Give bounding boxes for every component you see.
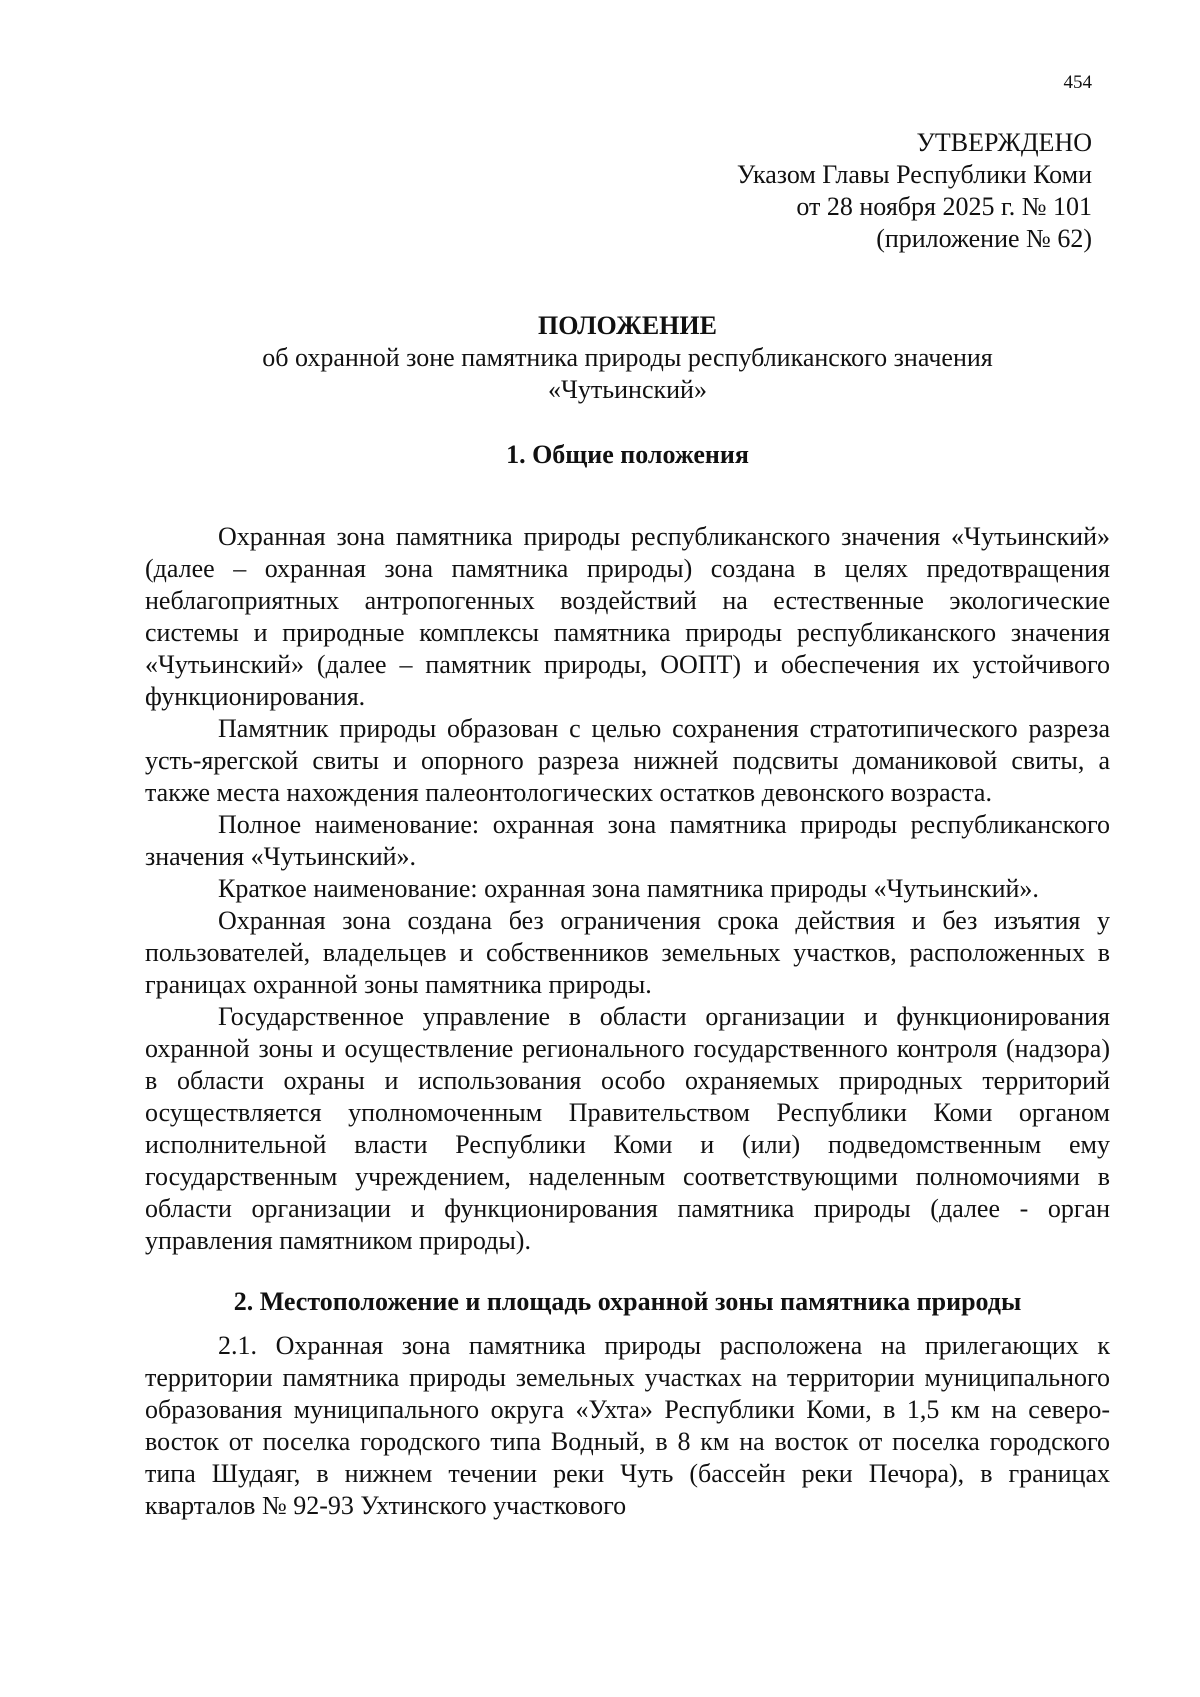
section-2-paragraph-1: 2.1. Охранная зона памятника природы расположена на прилегающих к территории памятника природы земельных участках на территории муниципального образования муниципального округа «Ухта» Республики Коми, в 1,5 км на северо-восток от поселка городского типа Водный, в 8 км на восток от поселка городского типа Шудаяг, в нижнем течении реки Чуть (бассейн реки Печора), в границах кварталов № 92-93 Ухтинского участкового xyxy=(145,1331,1110,1520)
section-1-paragraph-1: Охранная зона памятника природы республиканского значения «Чутьинский» (далее – охранная зона памятника природы) создана в целях предотвращения неблагоприятных антропогенных воздействий на естественные экологические системы и природные комплексы памятника природы республиканского значения «Чутьинский» (далее – памятник природы, ООПТ) и обеспечения их устойчивого функционирования. xyxy=(145,522,1110,711)
document-subtitle-line-2: «Чутьинский» xyxy=(548,375,707,404)
document-title: ПОЛОЖЕНИЕ xyxy=(538,311,717,340)
approval-authority: Указом Главы Республики Коми xyxy=(736,160,1092,189)
approval-stamp-block xyxy=(737,127,1092,255)
section-1-paragraph-3: Полное наименование: охранная зона памятника природы республиканского значения «Чутьинский». xyxy=(145,810,1110,871)
page-number: 454 xyxy=(1063,72,1092,93)
section-1-paragraph-5: Охранная зона создана без ограничения срока действия и без изъятия у пользователей, владельцев и собственников земельных участков, расположенных в границах охранной зоны памятника природы. xyxy=(145,906,1110,999)
section-2-heading: 2. Местоположение и площадь охранной зоны памятника природы xyxy=(233,1287,1022,1316)
section-1-paragraph-6: Государственное управление в области организации и функционирования охранной зоны и осуществление регионального государственного контроля (надзора) в области охраны и использования особо охраняемых природных территорий осуществляется уполномоченным Правительством Республики Коми органом исполнительной власти Республики Коми и (или) подведомственным ему государственным учреждением, наделенным соответствующими полномочиями в области организации и функционирования памятника природы (далее - орган управления памятником природы). xyxy=(145,1002,1110,1255)
document-subtitle-line-1: об охранной зоне памятника природы республиканского значения xyxy=(262,343,993,372)
approval-appendix: (приложение № 62) xyxy=(876,224,1092,253)
section-1-heading: 1. Общие положения xyxy=(506,440,749,469)
section-1-paragraph-2: Памятник природы образован с целью сохранения стратотипического разреза усть-ярегской свиты и опорного разреза нижней подсвиты доманиковой свиты, а также места нахождения палеонтологических остатков девонского возраста. xyxy=(145,714,1110,807)
document-body xyxy=(145,310,1110,1522)
approval-status: УТВЕРЖДЕНО xyxy=(916,128,1092,157)
approval-date-number: от 28 ноября 2025 г. № 101 xyxy=(796,192,1092,221)
section-1-paragraph-4: Краткое наименование: охранная зона памятника природы «Чутьинский». xyxy=(218,874,1039,903)
